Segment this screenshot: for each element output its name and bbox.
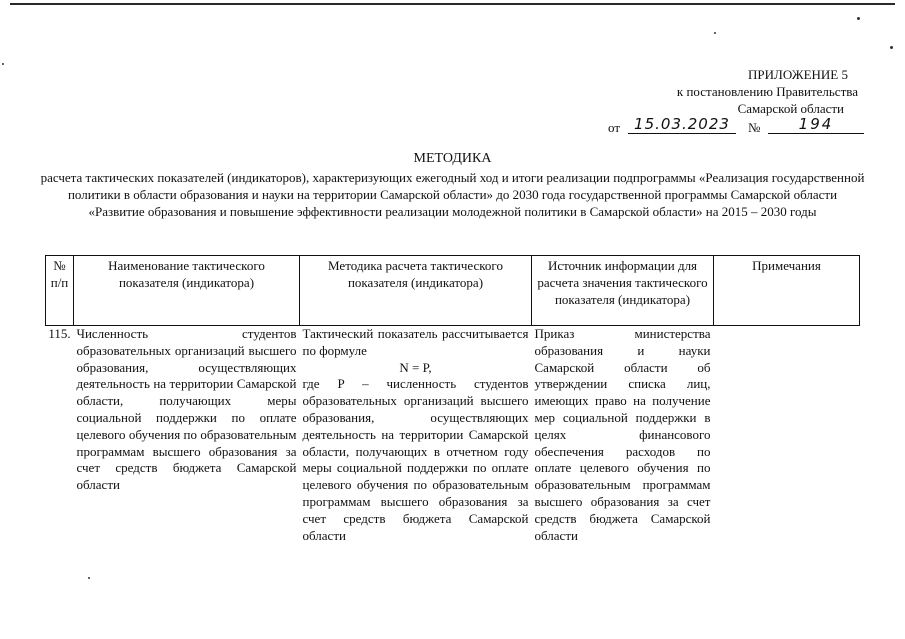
document-subtitle: расчета тактических показателей (индикаторов), характеризующих ежегодный ход и итоги реализации подпрограммы «Реализация государственной политики в области образования и науки на территории Самарской области» до 2030 года государственной программы Самарской области «Развитие образования и повышение эффективности реализации молодежной политики в Самарской области» на 2015 – 2030 годы	[40, 170, 865, 219]
scan-speck	[88, 577, 90, 579]
table-row	[46, 326, 860, 545]
document-title: МЕТОДИКА	[413, 151, 492, 166]
col-header-method: Методика расчета тактического показателя (индикатора)	[300, 256, 532, 326]
table-header-row	[46, 256, 860, 326]
method-intro: Тактический показатель рассчитывается по формуле	[302, 326, 529, 358]
decree-date: 15.03.2023	[628, 116, 736, 134]
appendix-title: ПРИЛОЖЕНИЕ 5	[748, 67, 848, 82]
indicators-table	[45, 255, 860, 544]
scan-speck	[714, 32, 716, 34]
indicator-name: Численность студентов образовательных организаций высшего образования, осуществляющих деятельность на территории Самарской области, получающих меры социальной поддержки по оплате целевого обучения по образовательным программам высшего образования за счет средств бюджета Самарской области	[76, 326, 297, 493]
indicator-notes	[714, 326, 860, 545]
date-prefix: от	[608, 120, 621, 135]
method-formula: N = P,	[399, 359, 432, 375]
indicator-method	[300, 326, 532, 545]
col-header-source: Источник информации для расчета значения тактического показателя (индикатора)	[532, 256, 714, 326]
date-number-row	[598, 115, 858, 139]
scan-speck	[890, 46, 893, 49]
col-header-notes: Примечания	[714, 256, 860, 326]
col-header-num: № п/п	[46, 256, 74, 326]
number-prefix: №	[748, 120, 761, 135]
appendix-region: Самарской области	[737, 101, 844, 116]
appendix-decree: к постановлению Правительства	[676, 84, 858, 99]
row-number: 115.	[48, 326, 71, 341]
indicator-source: Приказ министерства образования и науки Самарской области об утверждении списка лиц, имеющих право на получение мер социальной поддержки в целях финансового обеспечения расходов по оплате целевого обучения по образовательным программам высшего образования за счет средств бюджета Самарской области	[534, 326, 711, 543]
scan-speck	[857, 17, 860, 20]
appendix-block	[598, 66, 858, 139]
method-description: где P – численность студентов образовательных организаций высшего образования, осуществляющих деятельность на территории Самарской области, получающих в отчетном году меры социальной поддержки по оплате целевого обучения по образовательным программам высшего образования за счет средств бюджета Самарской области	[302, 376, 529, 543]
decree-number: 194	[768, 116, 864, 134]
scan-edge-line	[10, 3, 895, 5]
scan-speck	[2, 63, 4, 65]
col-header-name: Наименование тактического показателя (индикатора)	[74, 256, 300, 326]
